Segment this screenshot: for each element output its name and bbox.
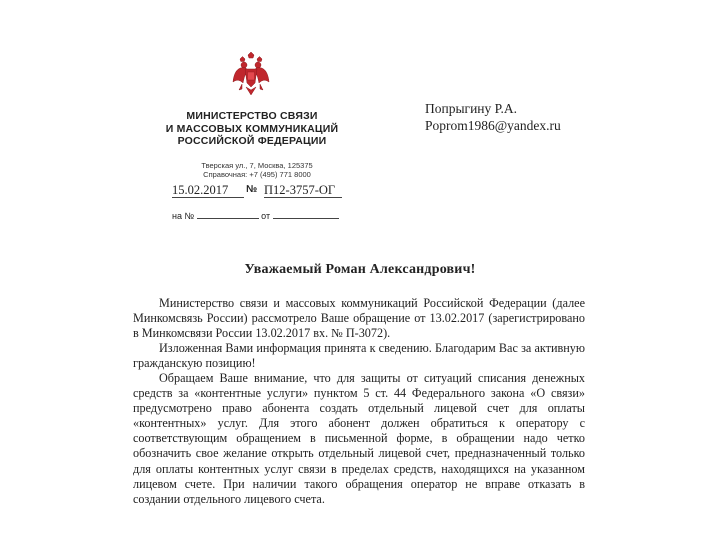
number-sign: № — [246, 184, 258, 195]
outgoing-number: П12-3757-ОГ — [264, 183, 342, 198]
address-line: Тверская ул., 7, Москва, 125375 — [201, 161, 313, 170]
body-paragraph: Министерство связи и массовых коммуникаций Российской Федерации (далее Минкомсвязь России) рассмотрело Ваше обращение от 13.02.2017 (зарегистрировано в Минкомсвязи России 13.02.2017 вх. № П-3072). — [133, 296, 585, 341]
ministry-line: МИНИСТЕРСТВО СВЯЗИ — [186, 110, 318, 122]
ministry-line: И МАССОВЫХ КОММУНИКАЦИЙ — [165, 122, 339, 135]
reference-label: на № — [172, 211, 195, 221]
ministry-name — [150, 110, 354, 148]
salutation: Уважаемый Роман Александрович! — [244, 262, 476, 277]
ministry-address — [172, 161, 342, 179]
recipient-name: Попрыгину Р.А. — [425, 101, 517, 116]
ministry-line: РОССИЙСКОЙ ФЕДЕРАЦИИ — [177, 135, 327, 147]
body-paragraph: Изложенная Вами информация принята к сведению. Благодарим Вас за активную гражданскую позицию! — [133, 341, 585, 371]
reference-blank — [197, 209, 259, 219]
outgoing-date: 15.02.2017 — [172, 183, 244, 198]
letter-body — [133, 296, 585, 507]
address-line: Справочная: +7 (495) 771 8000 — [203, 170, 311, 179]
recipient-email: Poprom1986@yandex.ru — [425, 118, 561, 133]
body-paragraph: Обращаем Ваше внимание, что для защиты от ситуаций списания денежных средств за «контентные услуги» пунктом 5 ст. 44 Федерального закона «О связи» предусмотрено право абонента создать отдельный лицевой счет для оплаты «контентных» услуг. Для этого абонент должен обратиться к оператору с соответствующим обращением в письменной форме, в обращении надо четко обозначить свое желание открыть отдельный лицевой счет, предназначенный только для оплаты контентных услуг связи в пределах средств, находящихся на указанном лицевом счете. При наличии такого обращения оператор не вправе отказать в создании отдельного лицевого счета. — [133, 371, 585, 506]
reference-line — [172, 209, 339, 222]
recipient-block — [425, 100, 561, 134]
reference-from-label: от — [261, 211, 271, 221]
russian-coat-of-arms-icon — [232, 52, 270, 98]
reference-date-blank — [273, 209, 339, 219]
